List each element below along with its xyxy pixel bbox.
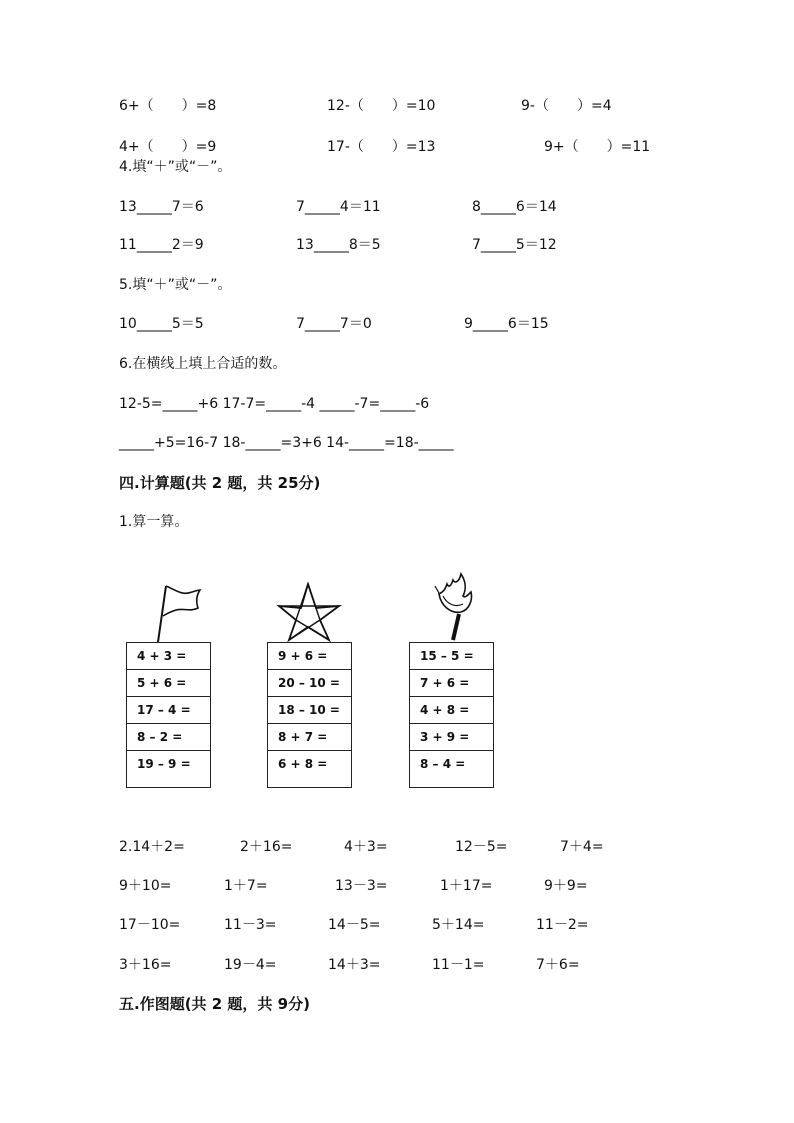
calc-problem: 9＋9=: [544, 878, 588, 894]
calc-problem: 3＋16=: [119, 957, 172, 973]
operator-problem: 13_____8＝5: [296, 237, 381, 253]
calc-problem: 14＋3=: [328, 957, 381, 973]
calc-problem: 2＋16=: [240, 839, 293, 855]
calc-group-flag: [126, 582, 211, 788]
calc-table: [126, 642, 211, 788]
operator-problem: 7_____7＝0: [296, 316, 372, 332]
calc-problem: 4＋3=: [344, 839, 388, 855]
calc-problem: 5＋14=: [432, 917, 485, 933]
calc-cell[interactable]: 4 + 8 =: [410, 697, 493, 724]
calc-cell[interactable]: 4 + 3 =: [127, 643, 210, 670]
question-title: 6.在横线上填上合适的数。: [119, 356, 287, 372]
calc-table: [267, 642, 352, 788]
calc-problem: 19－4=: [224, 957, 277, 973]
operator-problem: 10_____5＝5: [119, 316, 204, 332]
section-heading: 四.计算题(共 2 题，共 25分): [119, 474, 321, 492]
flag-icon: [126, 582, 211, 644]
question-title: 4.填“＋”或“－”。: [119, 159, 232, 175]
operator-problem: 8_____6＝14: [472, 199, 557, 215]
operator-problem: 9_____6＝15: [464, 316, 549, 332]
calc-problem: 17－10=: [119, 917, 181, 933]
operator-problem: 7_____4＝11: [296, 199, 381, 215]
calc-cell[interactable]: 8 – 2 =: [127, 724, 210, 751]
bracket-problem: 17-（ ）=13: [327, 139, 436, 155]
calc-problem: 1＋17=: [440, 878, 493, 894]
calc-cell[interactable]: 15 – 5 =: [410, 643, 493, 670]
section-heading: 五.作图题(共 2 题，共 9分): [119, 995, 310, 1013]
calc-group-star: [267, 582, 352, 788]
calc-problem: 9＋10=: [119, 878, 172, 894]
bracket-problem: 12-（ ）=10: [327, 98, 436, 114]
operator-problem: 13_____7＝6: [119, 199, 204, 215]
calc-group-torch: [409, 570, 494, 788]
calc-cell[interactable]: 20 – 10 =: [268, 670, 351, 697]
operator-problem: 11_____2＝9: [119, 237, 204, 253]
calc-cell[interactable]: 9 + 6 =: [268, 643, 351, 670]
calc-cell[interactable]: 19 – 9 =: [137, 757, 191, 771]
calc-cell[interactable]: 5 + 6 =: [127, 670, 210, 697]
calc-cell[interactable]: 6 + 8 =: [278, 757, 328, 771]
bracket-problem: 4+（ ）=9: [119, 139, 217, 155]
calc-problem: 7＋6=: [536, 957, 580, 973]
calc-problem: 1＋7=: [224, 878, 268, 894]
calc-problem: 2.14＋2=: [119, 839, 185, 855]
calc-problem: 11－1=: [432, 957, 485, 973]
question-title: 5.填“＋”或“－”。: [119, 277, 232, 293]
calc-table: [409, 642, 494, 788]
calc-problem: 12－5=: [455, 839, 508, 855]
calc-problem: 7＋4=: [560, 839, 604, 855]
calc-cell[interactable]: 7 + 6 =: [410, 670, 493, 697]
operator-problem: 7_____5＝12: [472, 237, 557, 253]
calc-problem: 11－2=: [536, 917, 589, 933]
calc-cell[interactable]: 3 + 9 =: [410, 724, 493, 751]
calc-cell[interactable]: 8 + 7 =: [268, 724, 351, 751]
calc-problem: 13－3=: [335, 878, 388, 894]
torch-icon: [409, 570, 494, 642]
blank-problem-row: 12-5=_____+6 17-7=_____-4 _____-7=_____-6: [119, 396, 430, 412]
question-title: 1.算一算。: [119, 514, 189, 530]
bracket-problem: 6+（ ）=8: [119, 98, 217, 114]
calc-problem: 11－3=: [224, 917, 277, 933]
bracket-problem: 9-（ ）=4: [521, 98, 612, 114]
calc-problem: 14－5=: [328, 917, 381, 933]
blank-problem-row: _____+5=16-7 18-_____=3+6 14-_____=18-_____: [119, 435, 454, 451]
calc-cell[interactable]: 8 – 4 =: [420, 757, 466, 771]
calc-cell[interactable]: 17 – 4 =: [127, 697, 210, 724]
bracket-problem: 9+（ ）=11: [544, 139, 651, 155]
calc-cell[interactable]: 18 – 10 =: [268, 697, 351, 724]
star-icon: [267, 582, 352, 644]
